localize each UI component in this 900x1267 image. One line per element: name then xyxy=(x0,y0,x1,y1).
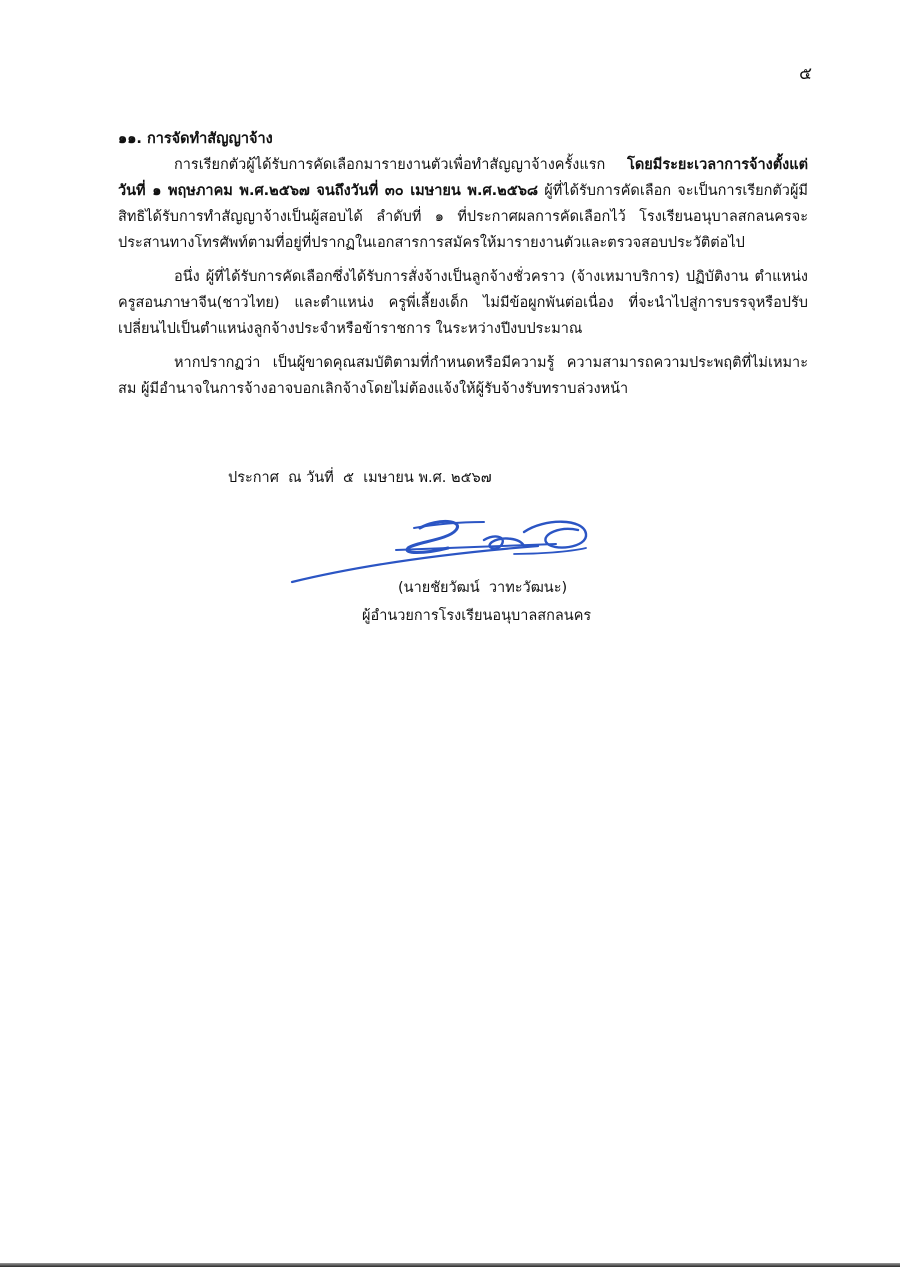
paragraph-contract-schedule xyxy=(118,152,808,256)
page-number: ๕ xyxy=(799,64,812,84)
document-body xyxy=(118,126,808,402)
signer-name: (นายชัยวัฒน์ วาทะวัฒนะ) xyxy=(398,580,568,596)
scan-edge-line xyxy=(0,1263,900,1267)
paragraph-termination: หากปรากฏว่า เป็นผู้ขาดคุณสมบัติตามที่กำหนดหรือมีความรู้ ความสามารถความประพฤติที่ไม่เหมาะสม ผู้มีอำนาจในการจ้างอาจบอกเลิกจ้างโดยไม่ต้องแจ้งให้ผู้รับจ้างรับทราบล่วงหน้า xyxy=(118,355,808,397)
employment-period-text: โดยมีระยะเวลาการจ้างตั้งแต่ วันที่ ๑ พฤษภาคม พ.ศ.๒๕๖๗ จนถึงวันที่ ๓๐ เมษายน พ.ศ.๒๕๖๘ xyxy=(118,157,808,199)
signer-position: ผู้อำนวยการโรงเรียนอนุบาลสกลนคร xyxy=(362,608,592,624)
paragraph-text: ผู้ที่ได้รับการคัดเลือก จะเป็นการเรียกตัวผู้มีสิทธิได้รับการทำสัญญาจ้างเป็นผู้สอบได้ ลำดับที่ ๑ ที่ประกาศผลการคัดเลือกไว้ โรงเรียนอนุบาลสกลนครจะประสานทางโทรศัพท์ตามที่อยู่ที่ปรากฏในเอกสารการสมัครให้มารายงานตัวและตรวจสอบประวัติต่อไป xyxy=(118,183,808,251)
announcement-date-line: ประกาศ ณ วันที่ ๕ เมษายน พ.ศ. ๒๕๖๗ xyxy=(228,470,492,486)
paragraph-text: การเรียกตัวผู้ได้รับการคัดเลือกมารายงานตัวเพื่อทำสัญญาจ้างครั้งแรก xyxy=(174,157,628,173)
section-title: ๑๑. การจัดทำสัญญาจ้าง xyxy=(118,131,273,147)
paragraph-temporary-employment: อนึ่ง ผู้ที่ได้รับการคัดเลือกซึ่งได้รับการสั่งจ้างเป็นลูกจ้างชั่วคราว (จ้างเหมาบริการ) ปฏิบัติงาน ตำแหน่ง ครูสอนภาษาจีน(ชาวไทย) และตำแหน่ง ครูพี่เลี้ยงเด็ก ไม่มีข้อผูกพันต่อเนื่อง ที่จะนำไปสู่การบรรจุหรือปรับเปลี่ยนไปเป็นตำแหน่งลูกจ้างประจำหรือข้าราชการ ในระหว่างปีงบประมาณ xyxy=(118,269,808,337)
